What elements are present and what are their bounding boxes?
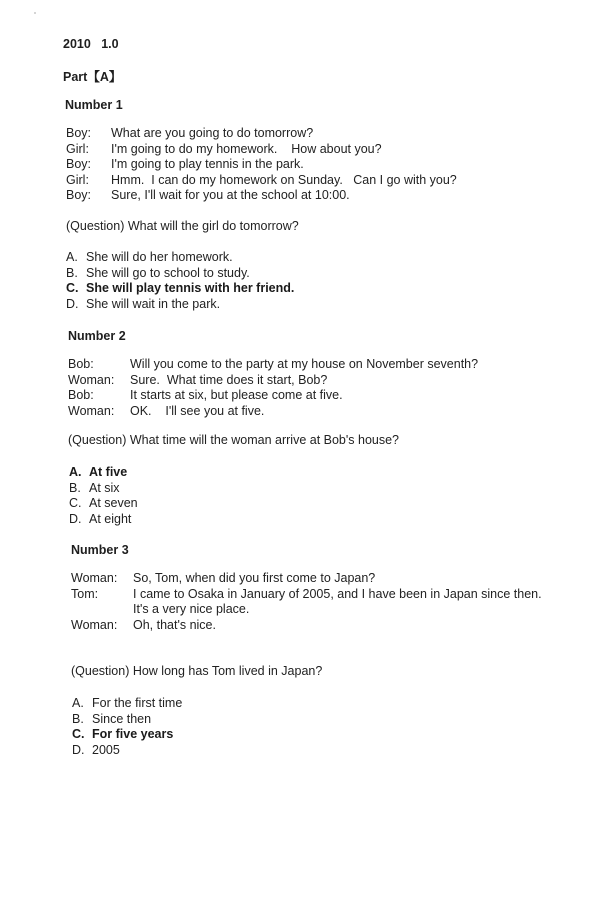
answer-option	[72, 712, 182, 728]
dialogue-line	[71, 587, 542, 603]
dialogue-line	[71, 571, 542, 587]
answer-options	[72, 696, 182, 758]
option-text: She will go to school to study.	[86, 265, 250, 280]
speaker-label: Woman:	[68, 372, 115, 387]
option-letter: A.	[66, 250, 78, 264]
option-letter: C.	[66, 281, 79, 295]
dialogue-line	[68, 404, 478, 420]
dialogue-text: Sure, I'll wait for you at the school at 10:00.	[111, 188, 350, 202]
dialogue-text: I came to Osaka in January of 2005, and I have been in Japan since then.	[133, 586, 542, 601]
option-text: Since then	[92, 711, 152, 726]
dialogue-text: It starts at six, but please come at five.	[130, 388, 343, 402]
option-text: At five	[89, 465, 128, 479]
dialogue-line	[66, 157, 457, 173]
speaker-label: Bob:	[68, 357, 94, 371]
option-letter: C.	[72, 727, 85, 741]
option-letter: A.	[69, 465, 82, 479]
speaker-label: Boy:	[66, 188, 92, 202]
dialogue	[71, 571, 542, 633]
dialogue-text: Oh, that's nice.	[133, 617, 216, 632]
section-heading: Number 2	[68, 329, 126, 343]
answer-option-correct	[66, 281, 294, 297]
option-text: She will wait in the park.	[86, 296, 221, 311]
answer-option	[69, 481, 138, 497]
answer-option	[69, 512, 138, 528]
dialogue	[68, 357, 478, 419]
option-letter: B.	[66, 265, 78, 280]
question-text: (Question) What will the girl do tomorrow?	[66, 219, 299, 233]
speaker-label: Girl:	[66, 172, 89, 187]
option-letter: D.	[66, 296, 79, 311]
answer-options	[66, 250, 294, 312]
scan-speck	[34, 12, 36, 14]
option-letter: D.	[69, 511, 82, 526]
answer-option-correct	[72, 727, 182, 743]
dialogue-text: Sure. What time does it start, Bob?	[130, 372, 328, 387]
answer-options	[69, 465, 138, 527]
option-text: At six	[89, 480, 120, 495]
speaker-label: Boy:	[66, 126, 92, 140]
dialogue-line	[66, 142, 457, 158]
dialogue-line	[68, 357, 478, 373]
question-text: (Question) How long has Tom lived in Japan?	[71, 664, 323, 678]
option-letter: A.	[72, 696, 84, 710]
dialogue	[66, 126, 457, 204]
option-letter: C.	[69, 496, 82, 510]
dialogue-text: I'm going to play tennis in the park.	[111, 157, 304, 171]
option-text: For five years	[92, 727, 174, 741]
document-title: 2010 1.0	[63, 37, 119, 51]
dialogue-text: Will you come to the party at my house on November seventh?	[130, 357, 479, 371]
speaker-label: Girl:	[66, 141, 89, 156]
speaker-label: Boy:	[66, 157, 92, 171]
part-heading: Part【A】	[63, 70, 122, 84]
dialogue-text: I'm going to do my homework. How about you?	[111, 141, 382, 156]
option-letter: B.	[72, 711, 84, 726]
dialogue-line	[66, 188, 457, 204]
option-text: At eight	[89, 511, 132, 526]
answer-option	[69, 496, 138, 512]
dialogue-line	[68, 388, 478, 404]
answer-option	[66, 250, 294, 266]
answer-option	[66, 297, 294, 313]
speaker-label: Bob:	[68, 388, 94, 402]
dialogue-text: What are you going to do tomorrow?	[111, 126, 314, 140]
dialogue-line	[71, 618, 542, 634]
option-text: At seven	[89, 496, 138, 510]
answer-option	[72, 743, 182, 759]
dialogue-text: OK. I'll see you at five.	[130, 403, 265, 418]
option-letter: D.	[72, 742, 85, 757]
speaker-label: Woman:	[68, 403, 115, 418]
option-text: She will do her homework.	[86, 250, 233, 264]
dialogue-text: It's a very nice place.	[133, 602, 250, 616]
option-text: She will play tennis with her friend.	[86, 281, 295, 295]
dialogue-line	[66, 126, 457, 142]
speaker-label: Tom:	[71, 586, 99, 601]
option-text: 2005	[92, 742, 120, 757]
question-text: (Question) What time will the woman arrive at Bob's house?	[68, 433, 399, 447]
option-letter: B.	[69, 480, 81, 495]
answer-option	[66, 266, 294, 282]
dialogue-line	[71, 602, 542, 618]
dialogue-line	[66, 173, 457, 189]
speaker-label: Woman:	[71, 617, 118, 632]
dialogue-line	[68, 373, 478, 389]
section-heading: Number 3	[71, 543, 129, 557]
section-heading: Number 1	[65, 98, 123, 112]
speaker-label: Woman:	[71, 571, 118, 585]
answer-option-correct	[69, 465, 138, 481]
dialogue-text: Hmm. I can do my homework on Sunday. Can I go with you?	[111, 172, 457, 187]
option-text: For the first time	[92, 696, 183, 710]
dialogue-text: So, Tom, when did you first come to Japan?	[133, 571, 376, 585]
answer-option	[72, 696, 182, 712]
